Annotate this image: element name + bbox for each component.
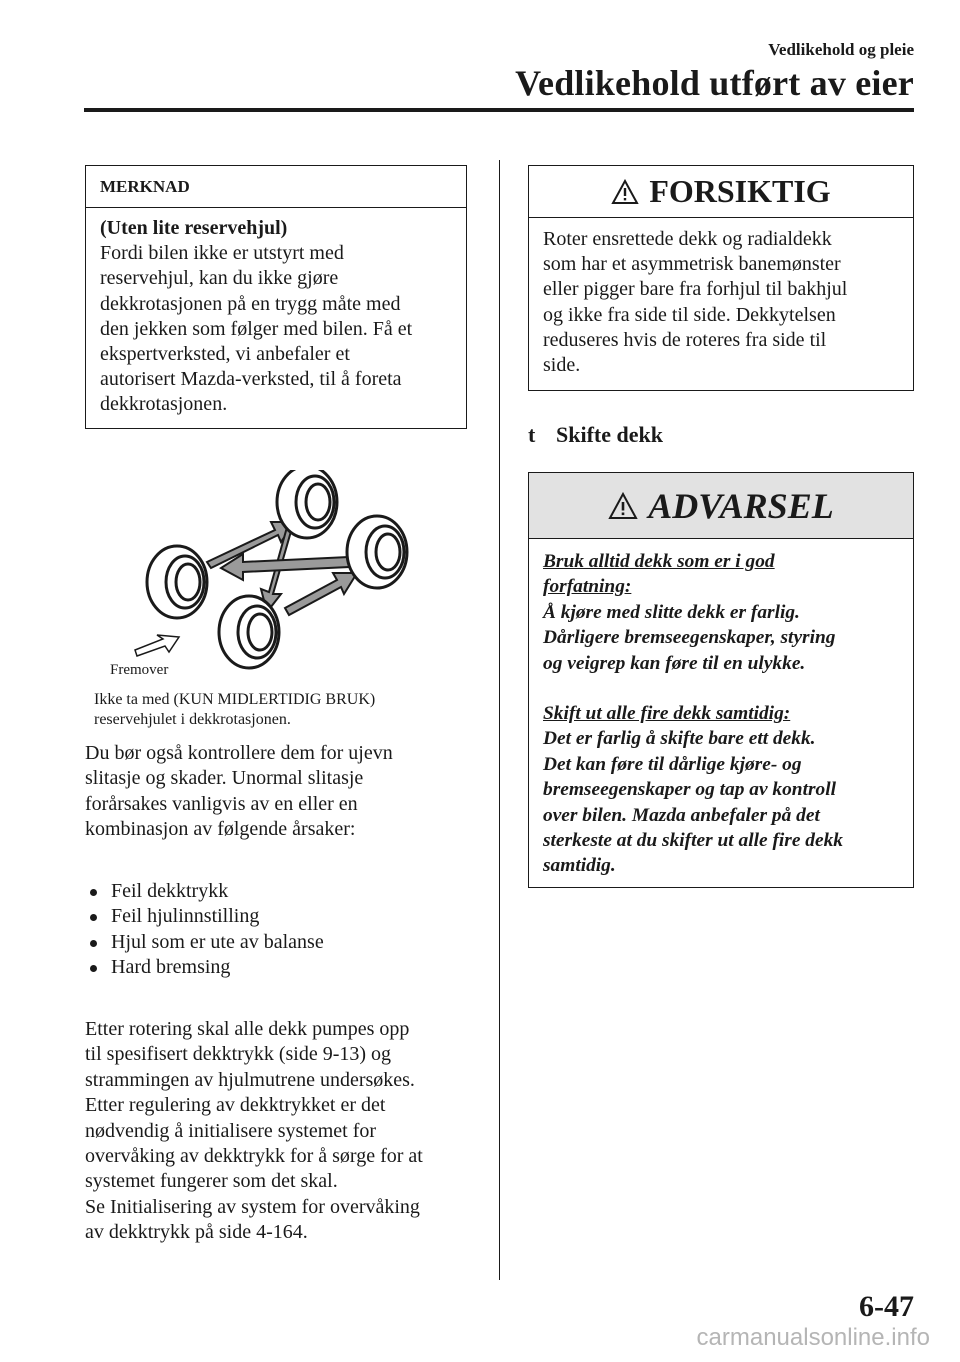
note-heading: MERKNAD	[86, 166, 466, 208]
list-item: Feil dekktrykk	[85, 879, 485, 904]
intro-paragraph	[85, 741, 485, 843]
page-number: 6-47	[859, 1290, 914, 1323]
caution-line: eller pigger bare fra forhjul til bakhjul	[543, 278, 848, 301]
caution-line: side.	[543, 354, 581, 377]
note-line: reservehjul, kan du ikke gjøre	[100, 267, 339, 290]
warning-heading: ADVARSEL	[648, 485, 834, 526]
caution-heading: FORSIKTIG	[649, 173, 831, 209]
after-line: til spesifisert dekktrykk (side 9-13) og	[85, 1043, 392, 1066]
tire-icon	[147, 546, 207, 618]
warning-triangle-icon	[611, 179, 639, 205]
rotation-arrow-icon	[285, 573, 357, 615]
after-line: nødvendig å initialisere systemet for	[85, 1119, 377, 1142]
spacer	[543, 676, 901, 701]
intro-line: forårsakes vanligvis av en eller en	[85, 792, 358, 815]
caption-line: reservehjulet i dekkrotasjonen.	[94, 711, 291, 728]
warning-line: Det er farlig å skifte bare ett dekk.	[543, 728, 816, 750]
column-divider	[499, 160, 500, 1280]
tire-rotation-diagram	[85, 470, 495, 685]
caution-line: som har et asymmetrisk banemønster	[543, 253, 841, 276]
after-line: Etter regulering av dekktrykket er det	[85, 1094, 386, 1117]
forward-arrow-icon	[135, 635, 179, 656]
warning-line: samtidig.	[543, 855, 616, 877]
caution-box	[528, 165, 914, 391]
warning-box	[528, 472, 914, 888]
caution-line: reduseres hvis de roteres fra side til	[543, 328, 827, 351]
tire-icon	[347, 516, 407, 588]
note-line: den jekken som følger med bilen. Få et	[100, 317, 413, 340]
caution-header	[529, 166, 913, 218]
warning-line: Dårligere bremseegenskaper, styring	[543, 627, 836, 649]
warning-triangle-icon	[608, 492, 638, 520]
note-line: ekspertverksted, vi anbefaler et	[100, 343, 350, 366]
forward-label: Fremover	[110, 662, 169, 678]
note-box	[85, 165, 467, 429]
tire-icon	[219, 596, 279, 668]
intro-line: slitasje og skader. Unormal slitasje	[85, 767, 364, 790]
warning-line: Det kan føre til dårlige kjøre- og	[543, 753, 802, 775]
note-subheading: (Uten lite reservehjul)	[100, 217, 288, 239]
list-item: Feil hjulinnstilling	[85, 904, 485, 929]
intro-line: kombinasjon av følgende årsaker:	[85, 818, 356, 841]
warning-subtitle: Bruk alltid dekk som er i god	[543, 551, 775, 572]
caption-line: Ikke ta med (KUN MIDLERTIDIG BRUK)	[94, 691, 376, 708]
warning-subtitle: forfatning:	[543, 576, 632, 598]
after-line: systemet fungerer som det skal.	[85, 1170, 338, 1193]
header-rule	[84, 108, 914, 112]
warning-line: sterkeste at du skifter ut alle fire dekk	[543, 830, 843, 852]
caution-body	[529, 218, 913, 378]
warning-line: og veigrep kan føre til en ulykke.	[543, 652, 806, 674]
warning-subtitle: Skift ut alle fire dekk samtidig:	[543, 703, 791, 725]
watermark: carmanualsonline.info	[696, 1324, 930, 1351]
after-line: strammingen av hjulmutrene undersøkes.	[85, 1068, 415, 1091]
caution-line: Roter ensrettede dekk og radialdekk	[543, 228, 832, 250]
section-heading	[528, 422, 663, 448]
causes-list	[85, 879, 485, 981]
warning-line: bremseegenskaper og tap av kontroll	[543, 779, 836, 801]
note-line: Fordi bilen ikke er utstyrt med	[100, 242, 344, 265]
note-body	[86, 208, 466, 418]
warning-line: over bilen. Mazda anbefaler på det	[543, 804, 820, 826]
warning-line: Å kjøre med slitte dekk er farlig.	[543, 601, 800, 623]
diagram-caption	[94, 690, 494, 730]
after-line: Se Initialisering av system for overvåking	[85, 1195, 420, 1218]
warning-header	[529, 473, 913, 539]
section-title: Skifte dekk	[556, 422, 663, 447]
chapter-title: Vedlikehold og pleie	[768, 40, 914, 59]
note-line: dekkrotasjonen.	[100, 393, 228, 416]
after-line: overvåking av dekktrykk for å sørge for at	[85, 1145, 423, 1168]
after-line: av dekktrykk på side 4-164.	[85, 1221, 308, 1244]
warning-body	[529, 539, 913, 879]
list-item: Hard bremsing	[85, 955, 485, 980]
note-line: dekkrotasjonen på en trygg måte med	[100, 292, 401, 315]
page-title: Vedlikehold utført av eier	[515, 63, 914, 103]
after-line: Etter rotering skal alle dekk pumpes opp	[85, 1018, 410, 1040]
intro-line: Du bør også kontrollere dem for ujevn	[85, 742, 393, 764]
list-item: Hjul som er ute av balanse	[85, 930, 485, 955]
after-rotation-paragraph	[85, 1017, 485, 1246]
caution-line: og ikke fra side til side. Dekkytelsen	[543, 303, 836, 326]
tire-icon	[277, 470, 337, 538]
section-marker: t	[528, 422, 536, 447]
note-line: autorisert Mazda-verksted, til å foreta	[100, 368, 402, 391]
